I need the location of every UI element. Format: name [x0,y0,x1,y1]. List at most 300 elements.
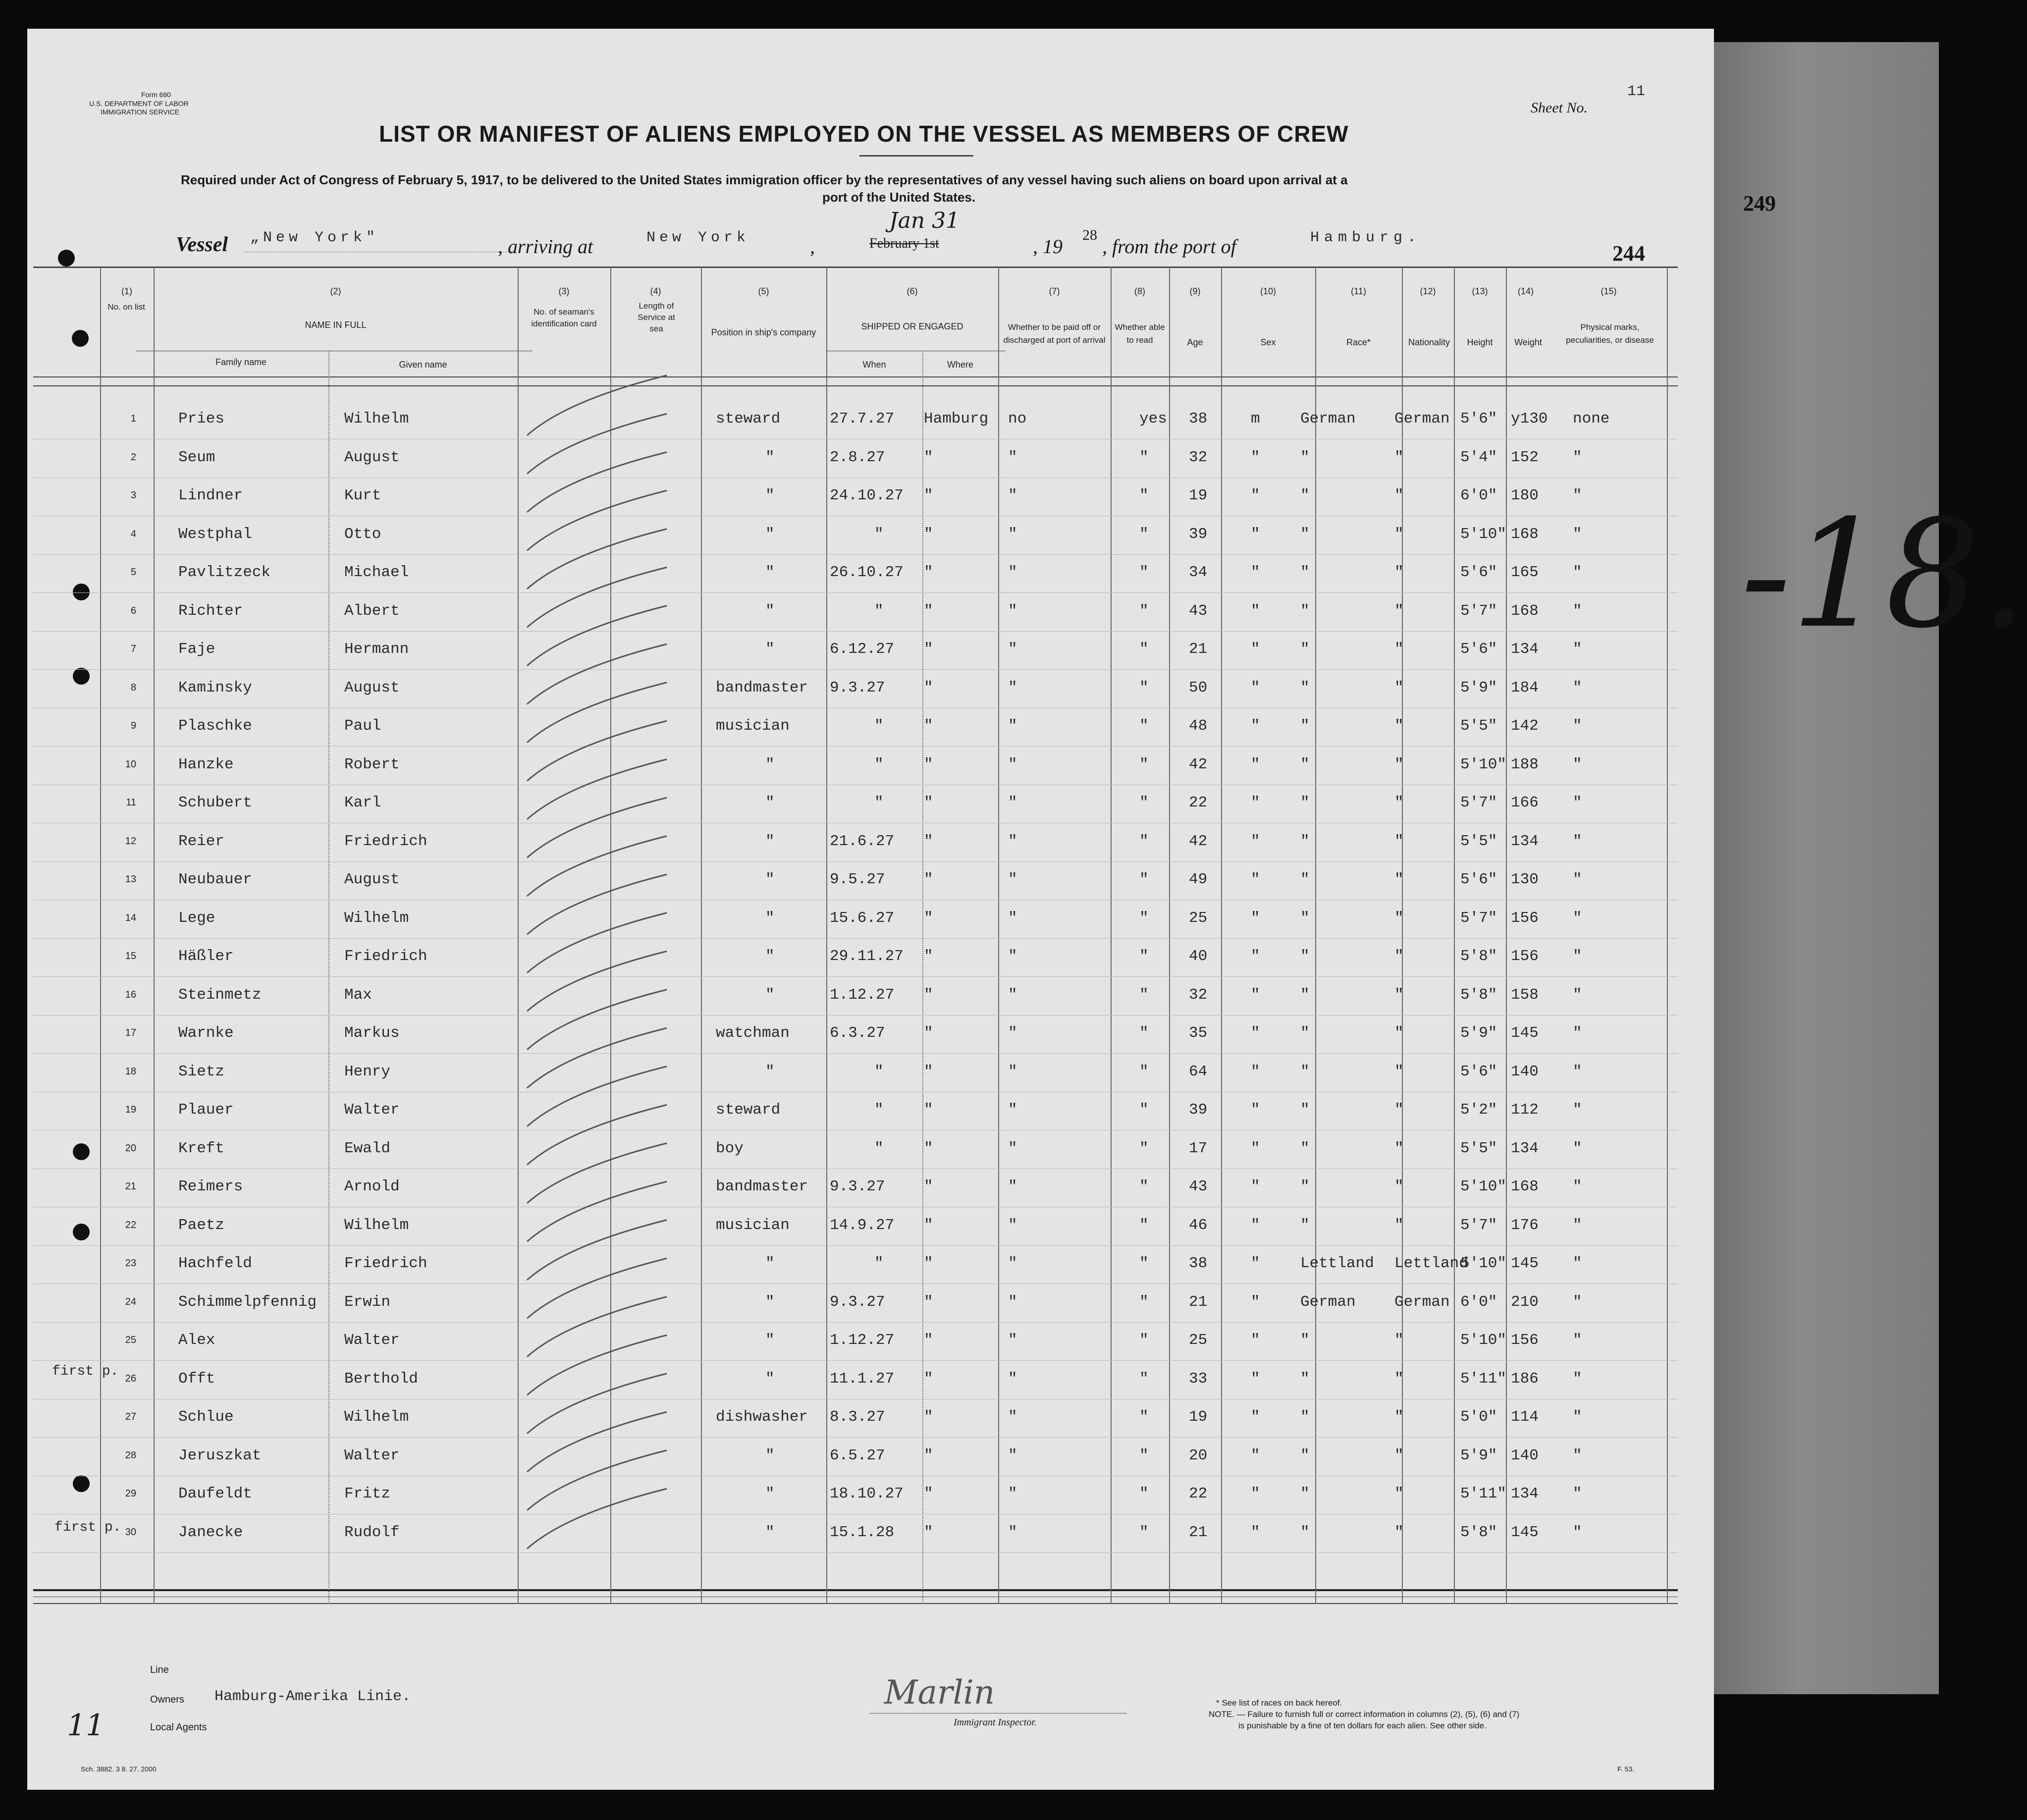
nationality-cell: " [1394,1332,1404,1349]
row-divider [33,1245,1678,1246]
height-cell: 5'9" [1460,1024,1497,1042]
sex-cell: " [1251,986,1260,1004]
check-stroke [528,491,666,550]
underlying-sheet [1704,42,2027,1694]
nationality-cell: " [1394,717,1404,735]
height-cell: 5'11" [1460,1485,1507,1502]
row-number-cell: 18 [125,1066,136,1077]
weight-cell: 168 [1511,525,1539,543]
able-to-read-cell: " [1139,1485,1149,1502]
check-stroke [528,1143,666,1203]
able-to-read-cell: " [1139,1446,1149,1464]
given-name-cell: Wilhelm [344,1216,409,1234]
shipped-where-cell: " [924,1216,933,1234]
weight-cell: 112 [1511,1101,1539,1119]
able-to-read-cell: " [1139,1101,1149,1119]
weight-cell: 186 [1511,1370,1539,1388]
shipped-when-cell: " [874,1063,884,1080]
able-to-read-cell: " [1139,525,1149,543]
physical-marks-cell: " [1573,1523,1582,1541]
age-cell: 17 [1189,1139,1208,1157]
check-stroke [528,913,666,972]
shipped-when-cell: 1.12.27 [830,986,895,1004]
check-stroke [528,952,666,1011]
given-name-cell: Max [344,986,372,1004]
race-cell: " [1300,909,1310,927]
paid-off-cell: " [1008,1485,1017,1502]
check-stroke [528,1220,666,1280]
year-suffix: 28 [1082,227,1097,243]
position-cell: " [765,487,775,504]
sex-cell: " [1251,1523,1260,1541]
given-name-cell: Arnold [344,1178,400,1195]
check-stroke [528,836,666,896]
able-to-read-cell: yes [1139,410,1167,428]
physical-marks-cell: " [1573,717,1582,735]
able-to-read-cell: " [1139,1408,1149,1426]
row-number-cell: 24 [125,1296,136,1307]
check-stroke [528,1450,666,1510]
shipped-when-cell: 9.3.27 [830,1293,885,1311]
form-number: Form 680 [141,91,171,99]
age-cell: 20 [1189,1446,1208,1464]
able-to-read-cell: " [1139,1370,1149,1388]
height-cell: 5'0" [1460,1408,1497,1426]
shipped-when-cell: " [874,1101,884,1119]
inspector-signature: Marlin [884,1673,995,1712]
family-name-cell: Kreft [178,1139,225,1157]
row-number-cell: 23 [125,1258,136,1269]
height-cell: 6'0" [1460,1293,1497,1311]
weight-cell: 140 [1511,1446,1539,1464]
family-name-cell: Hanzke [178,755,234,773]
check-stroke [528,1336,666,1395]
sex-cell: " [1251,909,1260,927]
col-num-15: (15) [1600,286,1617,296]
check-stroke [528,1297,666,1356]
line-label: Line [150,1664,169,1675]
race-cell: " [1300,564,1310,581]
col-divider [826,267,827,1604]
paid-off-cell: " [1008,448,1017,466]
shipped-when-cell: " [874,755,884,773]
given-name-cell: Robert [344,755,400,773]
side-handwritten-number: -18. [1741,488,2027,661]
shipped-when-cell: 29.11.27 [830,948,904,965]
sex-cell: " [1251,1178,1260,1195]
race-cell: " [1300,602,1310,620]
sex-cell: " [1251,564,1260,581]
nationality-cell: " [1394,448,1404,466]
paid-off-cell: " [1008,1332,1017,1349]
nationality-cell: " [1394,1523,1404,1541]
physical-marks-cell: none [1573,410,1610,428]
weight-cell: 168 [1511,1178,1539,1195]
age-cell: 21 [1189,1293,1208,1311]
paid-off-cell: " [1008,794,1017,811]
physical-marks-cell: " [1573,755,1582,773]
given-name-cell: Ewald [344,1139,391,1157]
col-head-given-name: Given name [399,360,447,370]
race-cell: " [1300,986,1310,1004]
given-name-cell: Hermann [344,641,409,658]
physical-marks-cell: " [1573,641,1582,658]
sex-cell: " [1251,525,1260,543]
family-name-cell: Reier [178,832,225,850]
weight-cell: 140 [1511,1063,1539,1080]
paid-off-cell: " [1008,1178,1017,1195]
col-head-family-name: Family name [215,357,267,367]
height-cell: 5'5" [1460,832,1497,850]
physical-marks-cell: " [1573,1101,1582,1119]
row-divider [33,938,1678,939]
height-cell: 5'10" [1460,755,1507,773]
shipped-where-cell: " [924,525,933,543]
row-number-cell: 6 [130,605,136,616]
sex-cell: " [1251,755,1260,773]
family-name-cell: Daufeldt [178,1485,252,1502]
age-cell: 34 [1189,564,1208,581]
form-subtitle: Required under Act of Congress of February 5, 1917, to be delivered to the United States immigration officer by the representatives of any vessel having such aliens on board upon arrival at a [181,172,1348,187]
family-name-cell: Schlue [178,1408,234,1426]
given-name-cell: Walter [344,1101,400,1119]
physical-marks-cell: " [1573,871,1582,888]
row-number-cell: 17 [125,1027,136,1038]
race-cell: " [1300,1523,1310,1541]
given-name-cell: August [344,871,400,888]
row-number-cell: 26 [125,1373,136,1384]
sex-cell: " [1251,871,1260,888]
department-name: U.S. DEPARTMENT OF LABOR [89,100,189,107]
able-to-read-cell: " [1139,487,1149,504]
sheet-label: Sheet No. [1531,100,1588,116]
family-name-cell: Faje [178,641,215,658]
row-number-cell: 29 [125,1488,136,1499]
age-cell: 40 [1189,948,1208,965]
shipped-where-cell: " [924,1523,933,1541]
shipped-when-cell: 6.5.27 [830,1446,885,1464]
able-to-read-cell: " [1139,1293,1149,1311]
race-cell: " [1300,641,1310,658]
shipped-when-cell: 9.3.27 [830,679,885,696]
physical-marks-cell: " [1573,986,1582,1004]
col-divider [1506,267,1507,1604]
race-cell: " [1300,1332,1310,1349]
height-cell: 5'5" [1460,1139,1497,1157]
check-stroke [528,1374,666,1433]
able-to-read-cell: " [1139,986,1149,1004]
weight-cell: 152 [1511,448,1539,466]
shipped-where-cell: " [924,448,933,466]
check-stroke [528,606,666,665]
age-cell: 32 [1189,986,1208,1004]
service-name: IMMIGRATION SERVICE [101,108,179,116]
able-to-read-cell: " [1139,1178,1149,1195]
race-cell: " [1300,1178,1310,1195]
side-stamp-number: 249 [1743,191,1776,215]
paid-off-cell: " [1008,986,1017,1004]
sex-cell: " [1251,1332,1260,1349]
arrival-date-handwritten: Jan 31 [889,208,960,233]
position-cell: dishwasher [716,1408,808,1426]
family-name-cell: Schimmelpfennig [178,1293,317,1311]
shipped-where-cell: " [924,717,933,735]
family-name-cell: Janecke [178,1523,243,1541]
nationality-cell: " [1394,948,1404,965]
height-cell: 5'7" [1460,602,1497,620]
race-cell: " [1300,448,1310,466]
shipped-where-cell: " [924,679,933,696]
age-cell: 43 [1189,1178,1208,1195]
physical-marks-cell: " [1573,564,1582,581]
shipped-when-cell: " [874,1255,884,1272]
weight-cell: 134 [1511,832,1539,850]
row-divider [33,1552,1678,1553]
age-cell: 19 [1189,1408,1208,1426]
weight-cell: 145 [1511,1024,1539,1042]
row-number-cell: 25 [125,1335,136,1345]
col-num-6: (6) [907,286,918,296]
col-num-8: (8) [1134,286,1145,296]
paid-off-cell: " [1008,1139,1017,1157]
shipped-when-cell: 8.3.27 [830,1408,885,1426]
race-cell: Lettland [1300,1255,1374,1272]
col-head-weight: Weight [1514,337,1542,347]
given-name-cell: Markus [344,1024,400,1042]
position-cell: steward [716,1101,781,1119]
shipped-where-cell: " [924,948,933,965]
year-prefix: , 19 [1033,235,1063,258]
row-number-cell: 7 [130,643,136,654]
family-name-cell: Reimers [178,1178,243,1195]
shipped-when-cell: 21.6.27 [830,832,895,850]
weight-cell: 165 [1511,564,1539,581]
race-cell: " [1300,1024,1310,1042]
sex-cell: " [1251,1293,1260,1311]
family-name-cell: Lindner [178,487,243,504]
col-num-13: (13) [1472,286,1488,296]
weight-cell: 145 [1511,1255,1539,1272]
nationality-cell: " [1394,1063,1404,1080]
paid-off-cell: " [1008,564,1017,581]
able-to-read-cell: " [1139,679,1149,696]
row-number-cell: 14 [125,912,136,923]
col-head-service: Length of Service at sea [638,301,675,333]
weight-cell: 180 [1511,487,1539,504]
family-name-cell: Schubert [178,794,252,811]
age-cell: 49 [1189,871,1208,888]
col-head-marks: Physical marks, peculiarities, or disease [1566,322,1654,345]
given-name-cell: Henry [344,1063,391,1080]
col-divider [328,351,329,1604]
race-cell: " [1300,1216,1310,1234]
paid-off-cell: " [1008,1370,1017,1388]
punch-hole [73,584,90,600]
col-head-name: NAME IN FULL [305,320,367,330]
given-name-cell: Otto [344,525,381,543]
physical-marks-cell: " [1573,948,1582,965]
paid-off-cell: " [1008,1523,1017,1541]
shipped-when-cell: " [874,717,884,735]
col-num-2: (2) [330,286,341,296]
position-cell: " [765,602,775,620]
weight-cell: 134 [1511,1485,1539,1502]
paid-off-cell: " [1008,1216,1017,1234]
shipped-where-cell: " [924,871,933,888]
age-cell: 42 [1189,755,1208,773]
col-head-where: Where [947,360,973,370]
nationality-cell: " [1394,1446,1404,1464]
sex-cell: " [1251,832,1260,850]
arriving-label: , arriving at [498,235,593,258]
shipped-when-cell: " [874,794,884,811]
physical-marks-cell: " [1573,1178,1582,1195]
page-number: 244 [1612,241,1645,266]
row-number-cell: 19 [125,1104,136,1115]
position-cell: " [765,1370,775,1388]
family-name-cell: Kaminsky [178,679,252,696]
family-name-cell: Pries [178,410,225,428]
position-cell: " [765,909,775,927]
able-to-read-cell: " [1139,1332,1149,1349]
position-cell: " [765,1446,775,1464]
punch-hole [73,1224,90,1240]
family-name-cell: Plaschke [178,717,252,735]
vessel-label: Vessel [176,233,228,256]
shipped-when-cell: 2.8.27 [830,448,885,466]
nationality-cell: German [1394,410,1450,428]
row-number-cell: 2 [130,451,136,463]
weight-cell: 158 [1511,986,1539,1004]
row-number-cell: 20 [125,1142,136,1154]
col-num-7: (7) [1049,286,1060,296]
col-divider [922,351,923,1604]
given-name-cell: Friedrich [344,832,427,850]
able-to-read-cell: " [1139,641,1149,658]
physical-marks-cell: " [1573,1024,1582,1042]
sex-cell: " [1251,448,1260,466]
shipped-when-cell: 15.6.27 [830,909,895,927]
weight-cell: 134 [1511,1139,1539,1157]
family-name-cell: Neubauer [178,871,252,888]
sex-cell: " [1251,1024,1260,1042]
arrival-date-struck: February 1st [869,236,939,251]
row-divider [33,746,1678,747]
height-cell: 5'2" [1460,1101,1497,1119]
col-head-sex: Sex [1260,337,1276,347]
shipped-where-cell: " [924,1255,933,1272]
col-divider [1667,267,1668,1604]
col-num-5: (5) [758,286,769,296]
check-stroke [528,875,666,934]
row-divider [33,976,1678,977]
given-name-cell: Friedrich [344,948,427,965]
col-head-nationality: Nationality [1408,337,1450,347]
table-bottom-rule [33,1589,1678,1591]
sex-cell: " [1251,1101,1260,1119]
height-cell: 5'10" [1460,1178,1507,1195]
given-name-cell: Erwin [344,1293,391,1311]
punch-hole [73,1143,90,1160]
sheet-number: 11 [1627,83,1646,100]
position-cell: " [765,986,775,1004]
position-cell: boy [716,1139,744,1157]
age-cell: 21 [1189,641,1208,658]
check-stroke [528,990,666,1049]
given-name-cell: August [344,679,400,696]
check-stroke [528,1259,666,1318]
given-name-cell: Walter [344,1332,400,1349]
age-cell: 38 [1189,1255,1208,1272]
race-cell: " [1300,1063,1310,1080]
position-cell: " [765,755,775,773]
sex-cell: " [1251,1063,1260,1080]
paid-off-cell: " [1008,602,1017,620]
shipped-when-cell: " [874,1139,884,1157]
race-cell: " [1300,1446,1310,1464]
header-double-rule [33,385,1678,386]
given-name-cell: Wilhelm [344,909,409,927]
col-head-id-card: No. of seaman's identification card [531,307,597,328]
paid-off-cell: " [1008,1024,1017,1042]
form-code: F. 53. [1617,1765,1635,1773]
shipped-where-cell: Hamburg [924,410,989,428]
height-cell: 5'6" [1460,1063,1497,1080]
nationality-cell: " [1394,641,1404,658]
table-bottom-rule-3 [33,1603,1678,1604]
title-rule [859,155,973,157]
arriving-port: New York [646,229,750,246]
weight-cell: 134 [1511,641,1539,658]
able-to-read-cell: " [1139,1216,1149,1234]
race-cell: " [1300,871,1310,888]
age-cell: 48 [1189,717,1208,735]
physical-marks-cell: " [1573,448,1582,466]
nationality-cell: " [1394,1485,1404,1502]
paid-off-cell: " [1008,1446,1017,1464]
paid-off-cell: " [1008,948,1017,965]
inspector-label: Immigrant Inspector. [954,1717,1037,1728]
height-cell: 5'10" [1460,525,1507,543]
weight-cell: 156 [1511,909,1539,927]
form-subtitle-2: port of the United States. [822,190,976,205]
age-cell: 22 [1189,1485,1208,1502]
family-name-cell: Westphal [178,525,252,543]
family-name-cell: Plauer [178,1101,234,1119]
shipped-where-cell: " [924,1293,933,1311]
physical-marks-cell: " [1573,1485,1582,1502]
height-cell: 5'6" [1460,410,1497,428]
shipped-where-cell: " [924,1332,933,1349]
paid-off-cell: " [1008,1255,1017,1272]
col-head-shipped: SHIPPED OR ENGAGED [861,321,963,331]
sex-cell: " [1251,1370,1260,1388]
nationality-cell: " [1394,1024,1404,1042]
shipped-where-cell: " [924,909,933,927]
nationality-cell: " [1394,794,1404,811]
date-comma: , [810,235,815,258]
height-cell: 5'4" [1460,448,1497,466]
shipped-where-cell: " [924,832,933,850]
margin-note-row30: first p. [54,1520,121,1535]
margin-note-row26: first p. [52,1364,119,1379]
age-cell: 39 [1189,1101,1208,1119]
physical-marks-cell: " [1573,1408,1582,1426]
shipped-where-cell: " [924,755,933,773]
height-cell: 5'6" [1460,871,1497,888]
nationality-cell: German [1394,1293,1450,1311]
position-cell: " [765,1255,775,1272]
